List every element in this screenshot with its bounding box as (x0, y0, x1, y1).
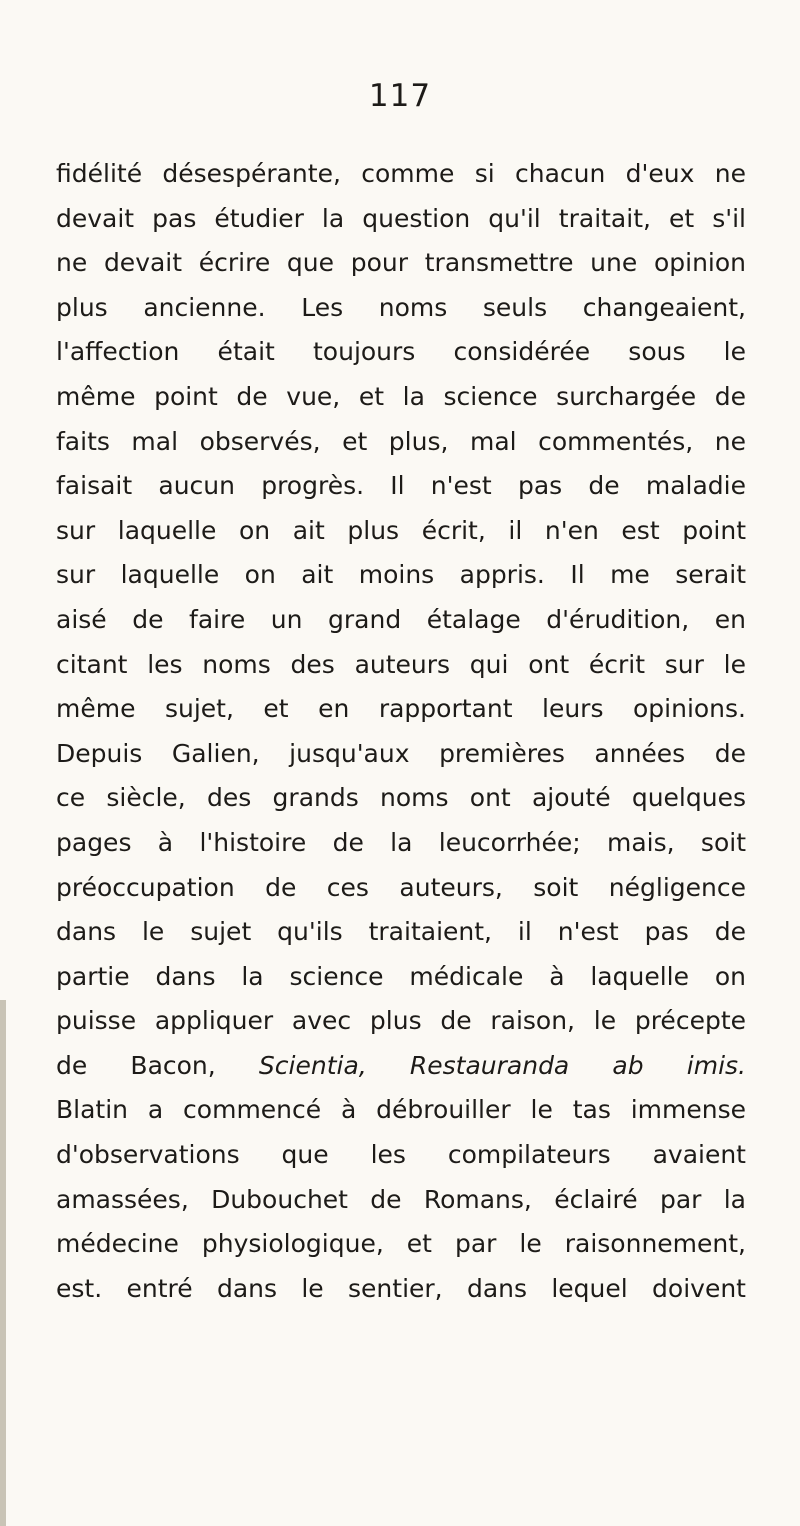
text-line-21-prefix: de Bacon, (56, 1050, 216, 1080)
text-line-6: même point de vue, et la science surchargée de (56, 381, 746, 411)
page-number: 117 (368, 78, 432, 114)
text-line-13: même sujet, et en rapportant leurs opinions. (56, 694, 746, 724)
text-line-12: citant les noms des auteurs qui ont écrit sur le (56, 649, 746, 679)
text-line-1: fidélité désespérante, comme si chacun d'eux ne (56, 159, 746, 188)
text-line-10: sur laquelle on ait moins appris. Il me serait (56, 560, 746, 590)
text-line-8: faisait aucun progrès. Il n'est pas de maladie (56, 471, 746, 501)
text-line-18: dans le sujet qu'ils traitaient, il n'est pas de (56, 917, 746, 947)
text-line-21-latin-quote: Scientia, Restauranda ab imis. (258, 1050, 747, 1080)
text-line-21 (56, 1044, 746, 1089)
text-line-24: amassées, Dubouchet de Romans, éclairé par la (56, 1184, 746, 1214)
text-line-16: pages à l'histoire de la leucorrhée; mais, soit (56, 827, 746, 857)
text-line-15: ce siècle, des grands noms ont ajouté quelques (56, 783, 746, 813)
text-line-19: partie dans la science médicale à laquelle on (56, 961, 746, 991)
text-line-7: faits mal observés, et plus, mal commentés, ne (56, 426, 746, 456)
body-text (56, 152, 746, 1311)
text-line-3: ne devait écrire que pour transmettre une opinion (56, 248, 746, 278)
text-line-11: aisé de faire un grand étalage d'érudition, en (56, 604, 746, 634)
text-line-2: devait pas étudier la question qu'il traitait, et s'il (56, 203, 746, 233)
text-line-4: plus ancienne. Les noms seuls changeaient, (56, 292, 746, 322)
page-gutter-shadow (0, 1000, 6, 1526)
text-line-26: est. entré dans le sentier, dans lequel doivent (56, 1273, 746, 1303)
text-line-20: puisse appliquer avec plus de raison, le précepte (56, 1006, 746, 1036)
text-line-25: médecine physiologique, et par le raisonnement, (56, 1229, 746, 1259)
text-line-17: préoccupation de ces auteurs, soit négligence (56, 872, 746, 902)
text-line-22: Blatin a commencé à débrouiller le tas immense (56, 1095, 746, 1125)
text-line-9: sur laquelle on ait plus écrit, il n'en est point (56, 515, 746, 545)
text-line-23: d'observations que les compilateurs avaient (56, 1140, 746, 1170)
text-line-14: Depuis Galien, jusqu'aux premières années de (56, 738, 746, 768)
text-line-5: l'affection était toujours considérée sous le (56, 337, 746, 367)
